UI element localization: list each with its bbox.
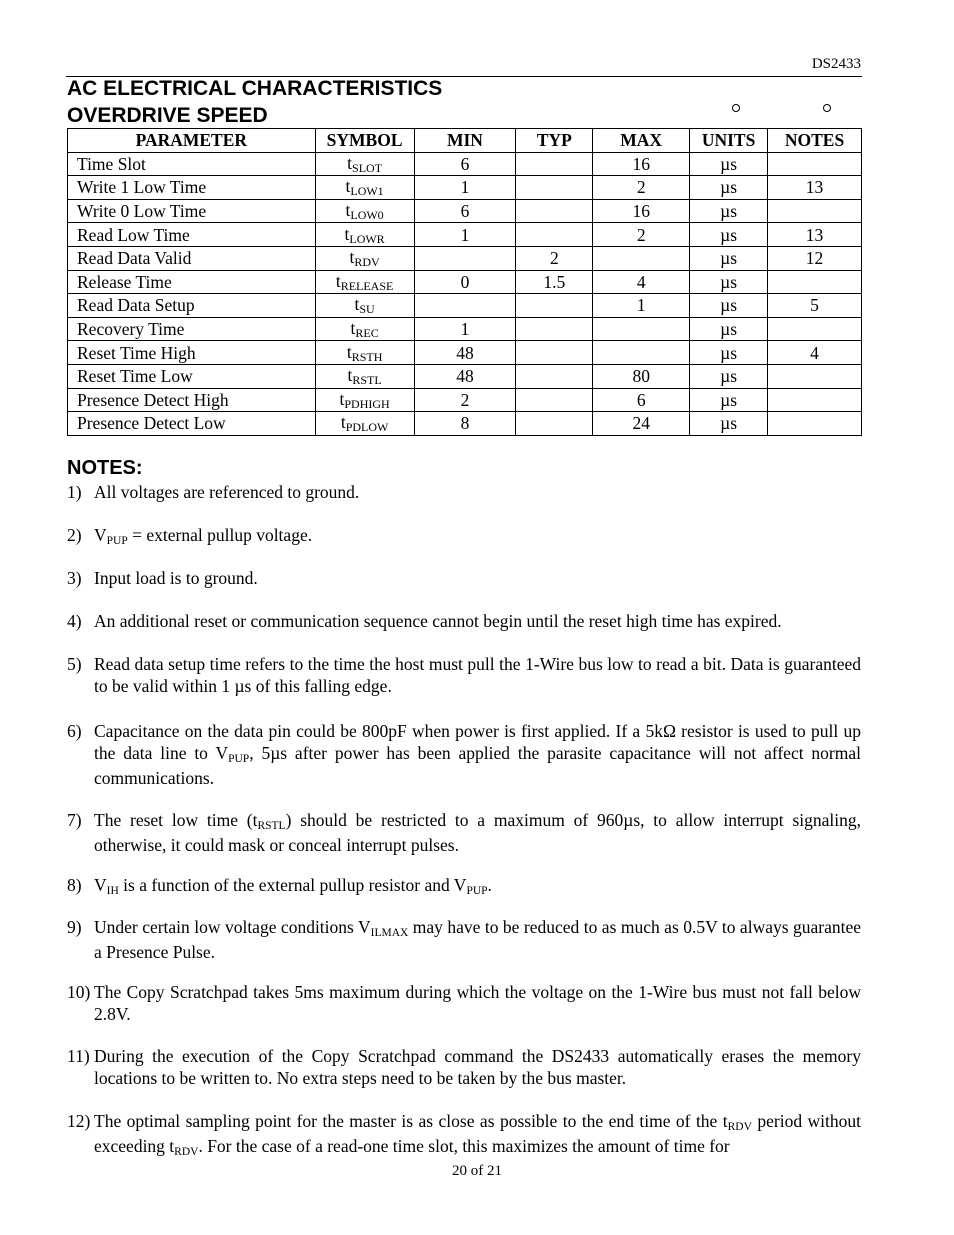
max-cell: 2 [593, 223, 690, 247]
note-text [94, 874, 861, 899]
note-text-run: , 5µs after power has been applied the parasite capacitance will not affect normal communications. [94, 743, 861, 788]
symbol-main: t [354, 294, 360, 315]
min-cell: 48 [414, 364, 516, 388]
note-number: 3) [67, 568, 82, 588]
note-number: 9) [67, 917, 82, 937]
note-text [94, 567, 861, 589]
units-cell: µs [690, 199, 768, 223]
typ-cell [516, 199, 593, 223]
table-row [68, 152, 862, 176]
units-cell: µs [690, 412, 768, 436]
notes-cell [768, 412, 862, 436]
symbol-subscript: REC [355, 326, 379, 341]
note-text-run: The optimal sampling point for the master is as close as possible to the end time of the t [94, 1111, 728, 1131]
note-subscript: ILMAX [370, 927, 409, 939]
note-item [67, 524, 861, 549]
table-row [68, 270, 862, 294]
note-text-run: = external pullup voltage. [127, 525, 313, 545]
note-item [67, 916, 861, 963]
symbol-main: t [344, 223, 350, 244]
typ-cell [516, 364, 593, 388]
note-subscript: IH [106, 885, 119, 897]
symbol-main: t [346, 341, 352, 362]
table-row [68, 364, 862, 388]
typ-cell [516, 388, 593, 412]
note-text [94, 1045, 861, 1089]
symbol-main: t [347, 152, 353, 173]
note-text-run: period without exceeding t [94, 1111, 861, 1156]
column-header-notes: NOTES [768, 129, 862, 153]
typ-cell [516, 176, 593, 200]
symbol-cell [315, 152, 414, 176]
symbol-subscript: RSTH [351, 349, 383, 364]
param-cell: Time Slot [68, 152, 316, 176]
symbol-cell [315, 388, 414, 412]
max-cell [593, 246, 690, 270]
symbol-main: t [340, 412, 346, 433]
note-text-run: During the execution of the Copy Scratchpad command the DS2433 automatically erases the memory locations to be written to. No extra steps need to be taken by the bus master. [94, 1046, 861, 1088]
table-row [68, 412, 862, 436]
units-cell: µs [690, 294, 768, 318]
symbol-main: t [335, 270, 341, 291]
symbol-main: t [350, 318, 356, 339]
note-text [94, 653, 861, 697]
note-number: 6) [67, 721, 82, 741]
symbol-cell [315, 412, 414, 436]
notes-title: NOTES: [67, 457, 143, 479]
typ-cell [516, 294, 593, 318]
min-cell: 6 [414, 152, 516, 176]
min-cell: 6 [414, 199, 516, 223]
notes-cell: 13 [768, 176, 862, 200]
typ-cell: 2 [516, 246, 593, 270]
param-cell: Recovery Time [68, 317, 316, 341]
max-cell [593, 317, 690, 341]
column-header-symbol: SYMBOL [315, 129, 414, 153]
symbol-subscript: LOW1 [350, 184, 384, 199]
section-title: AC ELECTRICAL CHARACTERISTICS [67, 77, 443, 100]
symbol-subscript: PDLOW [345, 420, 389, 435]
note-item [67, 720, 861, 789]
max-cell: 16 [593, 199, 690, 223]
param-cell: Presence Detect Low [68, 412, 316, 436]
column-header-parameter: PARAMETER [68, 129, 316, 153]
table-row [68, 317, 862, 341]
units-cell: µs [690, 152, 768, 176]
param-cell: Read Data Setup [68, 294, 316, 318]
max-cell: 1 [593, 294, 690, 318]
symbol-cell [315, 246, 414, 270]
note-text-run: ) should be restricted to a maximum of 960µs, to allow interrupt signaling, otherwise, it could mask or conceal interrupt pulses. [94, 810, 861, 855]
note-item [67, 1045, 861, 1089]
param-cell: Reset Time Low [68, 364, 316, 388]
symbol-subscript: RSTL [352, 373, 382, 388]
page-number: 20 of 21 [452, 1163, 502, 1179]
symbol-subscript: SU [359, 302, 375, 317]
note-text-run: The reset low time (t [94, 810, 258, 830]
symbol-subscript: LOW0 [350, 208, 384, 223]
typ-cell [516, 223, 593, 247]
note-subscript: RSTL [257, 820, 286, 832]
param-cell: Read Low Time [68, 223, 316, 247]
min-cell: 0 [414, 270, 516, 294]
units-cell: µs [690, 341, 768, 365]
note-text-run: Read data setup time refers to the time the host must pull the 1-Wire bus low to read a bit. Data is guaranteed to be valid within 1 µs of this falling edge. [94, 654, 861, 696]
note-item [67, 481, 861, 503]
symbol-main: t [347, 365, 353, 386]
notes-cell: 12 [768, 246, 862, 270]
symbol-main: t [339, 388, 345, 409]
note-text-run: . For the case of a read-one time slot, this maximizes the amount of time for [198, 1136, 730, 1156]
note-text [94, 916, 861, 963]
note-text-run: is a function of the external pullup resistor and V [118, 875, 467, 895]
note-item [67, 567, 861, 589]
note-item [67, 874, 861, 899]
symbol-subscript: PDHIGH [344, 396, 390, 411]
note-text-run: . [487, 875, 492, 895]
note-number: 10) [67, 982, 91, 1002]
note-subscript: RDV [174, 1146, 199, 1158]
symbol-main: t [345, 200, 351, 221]
table-row [68, 246, 862, 270]
min-cell [414, 246, 516, 270]
note-item [67, 653, 861, 697]
param-cell: Read Data Valid [68, 246, 316, 270]
degree-circle-icon [823, 104, 831, 112]
note-number: 4) [67, 611, 82, 631]
notes-cell: 4 [768, 341, 862, 365]
symbol-cell [315, 317, 414, 341]
notes-cell [768, 270, 862, 294]
note-text-run: may have to be reduced to as much as 0.5V to always guarantee a Presence Pulse. [94, 917, 861, 962]
max-cell: 24 [593, 412, 690, 436]
column-header-typ: TYP [516, 129, 593, 153]
max-cell [593, 341, 690, 365]
symbol-main: t [345, 176, 351, 197]
units-cell: µs [690, 364, 768, 388]
note-text [94, 524, 861, 549]
note-number: 11) [67, 1046, 90, 1066]
symbol-cell [315, 270, 414, 294]
units-cell: µs [690, 270, 768, 294]
note-subscript: PUP [466, 885, 488, 897]
section-subtitle: OVERDRIVE SPEED [67, 104, 268, 127]
note-text-run: Capacitance on the data pin could be 800pF when power is first applied. If a 5kΩ resistor is used to pull up the data line to V [94, 721, 861, 763]
symbol-cell [315, 199, 414, 223]
note-text [94, 981, 861, 1025]
notes-cell [768, 364, 862, 388]
note-text [94, 720, 861, 789]
note-item [67, 981, 861, 1025]
note-text [94, 809, 861, 856]
note-number: 8) [67, 875, 82, 895]
table-row [68, 176, 862, 200]
min-cell: 48 [414, 341, 516, 365]
note-item [67, 1110, 861, 1160]
units-cell: µs [690, 317, 768, 341]
ac-characteristics-table [67, 128, 862, 436]
max-cell: 4 [593, 270, 690, 294]
document-id: DS2433 [811, 56, 861, 72]
symbol-subscript: LOWR [349, 231, 385, 246]
param-cell: Release Time [68, 270, 316, 294]
param-cell: Presence Detect High [68, 388, 316, 412]
table-header-row [68, 129, 862, 153]
column-header-units: UNITS [690, 129, 768, 153]
table-row [68, 199, 862, 223]
symbol-subscript: RELEASE [340, 278, 394, 293]
min-cell: 1 [414, 317, 516, 341]
param-cell: Write 1 Low Time [68, 176, 316, 200]
note-number: 1) [67, 482, 82, 502]
max-cell: 2 [593, 176, 690, 200]
notes-cell [768, 152, 862, 176]
typ-cell [516, 341, 593, 365]
note-subscript: PUP [228, 753, 250, 765]
symbol-cell [315, 176, 414, 200]
units-cell: µs [690, 246, 768, 270]
max-cell: 16 [593, 152, 690, 176]
units-cell: µs [690, 176, 768, 200]
min-cell: 2 [414, 388, 516, 412]
symbol-cell [315, 341, 414, 365]
note-subscript: RDV [727, 1121, 752, 1133]
typ-cell: 1.5 [516, 270, 593, 294]
notes-cell [768, 199, 862, 223]
degree-circle-icon [732, 104, 740, 112]
max-cell: 80 [593, 364, 690, 388]
note-number: 5) [67, 654, 82, 674]
notes-cell: 5 [768, 294, 862, 318]
note-item [67, 809, 861, 856]
note-text [94, 1110, 861, 1160]
note-number: 7) [67, 810, 82, 830]
units-cell: µs [690, 388, 768, 412]
symbol-cell [315, 223, 414, 247]
max-cell: 6 [593, 388, 690, 412]
table-row [68, 341, 862, 365]
note-item [67, 610, 861, 632]
notes-cell: 13 [768, 223, 862, 247]
typ-cell [516, 412, 593, 436]
param-cell: Write 0 Low Time [68, 199, 316, 223]
typ-cell [516, 317, 593, 341]
column-header-min: MIN [414, 129, 516, 153]
param-cell: Reset Time High [68, 341, 316, 365]
notes-cell [768, 317, 862, 341]
typ-cell [516, 152, 593, 176]
note-number: 2) [67, 525, 82, 545]
column-header-max: MAX [593, 129, 690, 153]
min-cell [414, 294, 516, 318]
note-text-run: Under certain low voltage conditions V [94, 917, 371, 937]
min-cell: 8 [414, 412, 516, 436]
note-subscript: PUP [106, 535, 128, 547]
symbol-cell [315, 364, 414, 388]
note-text-run: All voltages are referenced to ground. [94, 482, 360, 502]
notes-cell [768, 388, 862, 412]
table-row [68, 388, 862, 412]
note-text-run: V [94, 875, 107, 895]
min-cell: 1 [414, 223, 516, 247]
table-row [68, 294, 862, 318]
min-cell: 1 [414, 176, 516, 200]
note-text [94, 610, 861, 632]
note-number: 12) [67, 1111, 91, 1131]
note-text [94, 481, 861, 503]
note-text-run: The Copy Scratchpad takes 5ms maximum during which the voltage on the 1-Wire bus must not fall below 2.8V. [94, 982, 861, 1024]
units-cell: µs [690, 223, 768, 247]
symbol-subscript: RDV [354, 255, 380, 270]
symbol-main: t [349, 247, 355, 268]
symbol-subscript: SLOT [352, 160, 383, 175]
note-text-run: V [94, 525, 107, 545]
symbol-cell [315, 294, 414, 318]
note-text-run: Input load is to ground. [94, 568, 258, 588]
table-row [68, 223, 862, 247]
note-text-run: An additional reset or communication sequence cannot begin until the reset high time has expired. [94, 611, 782, 631]
